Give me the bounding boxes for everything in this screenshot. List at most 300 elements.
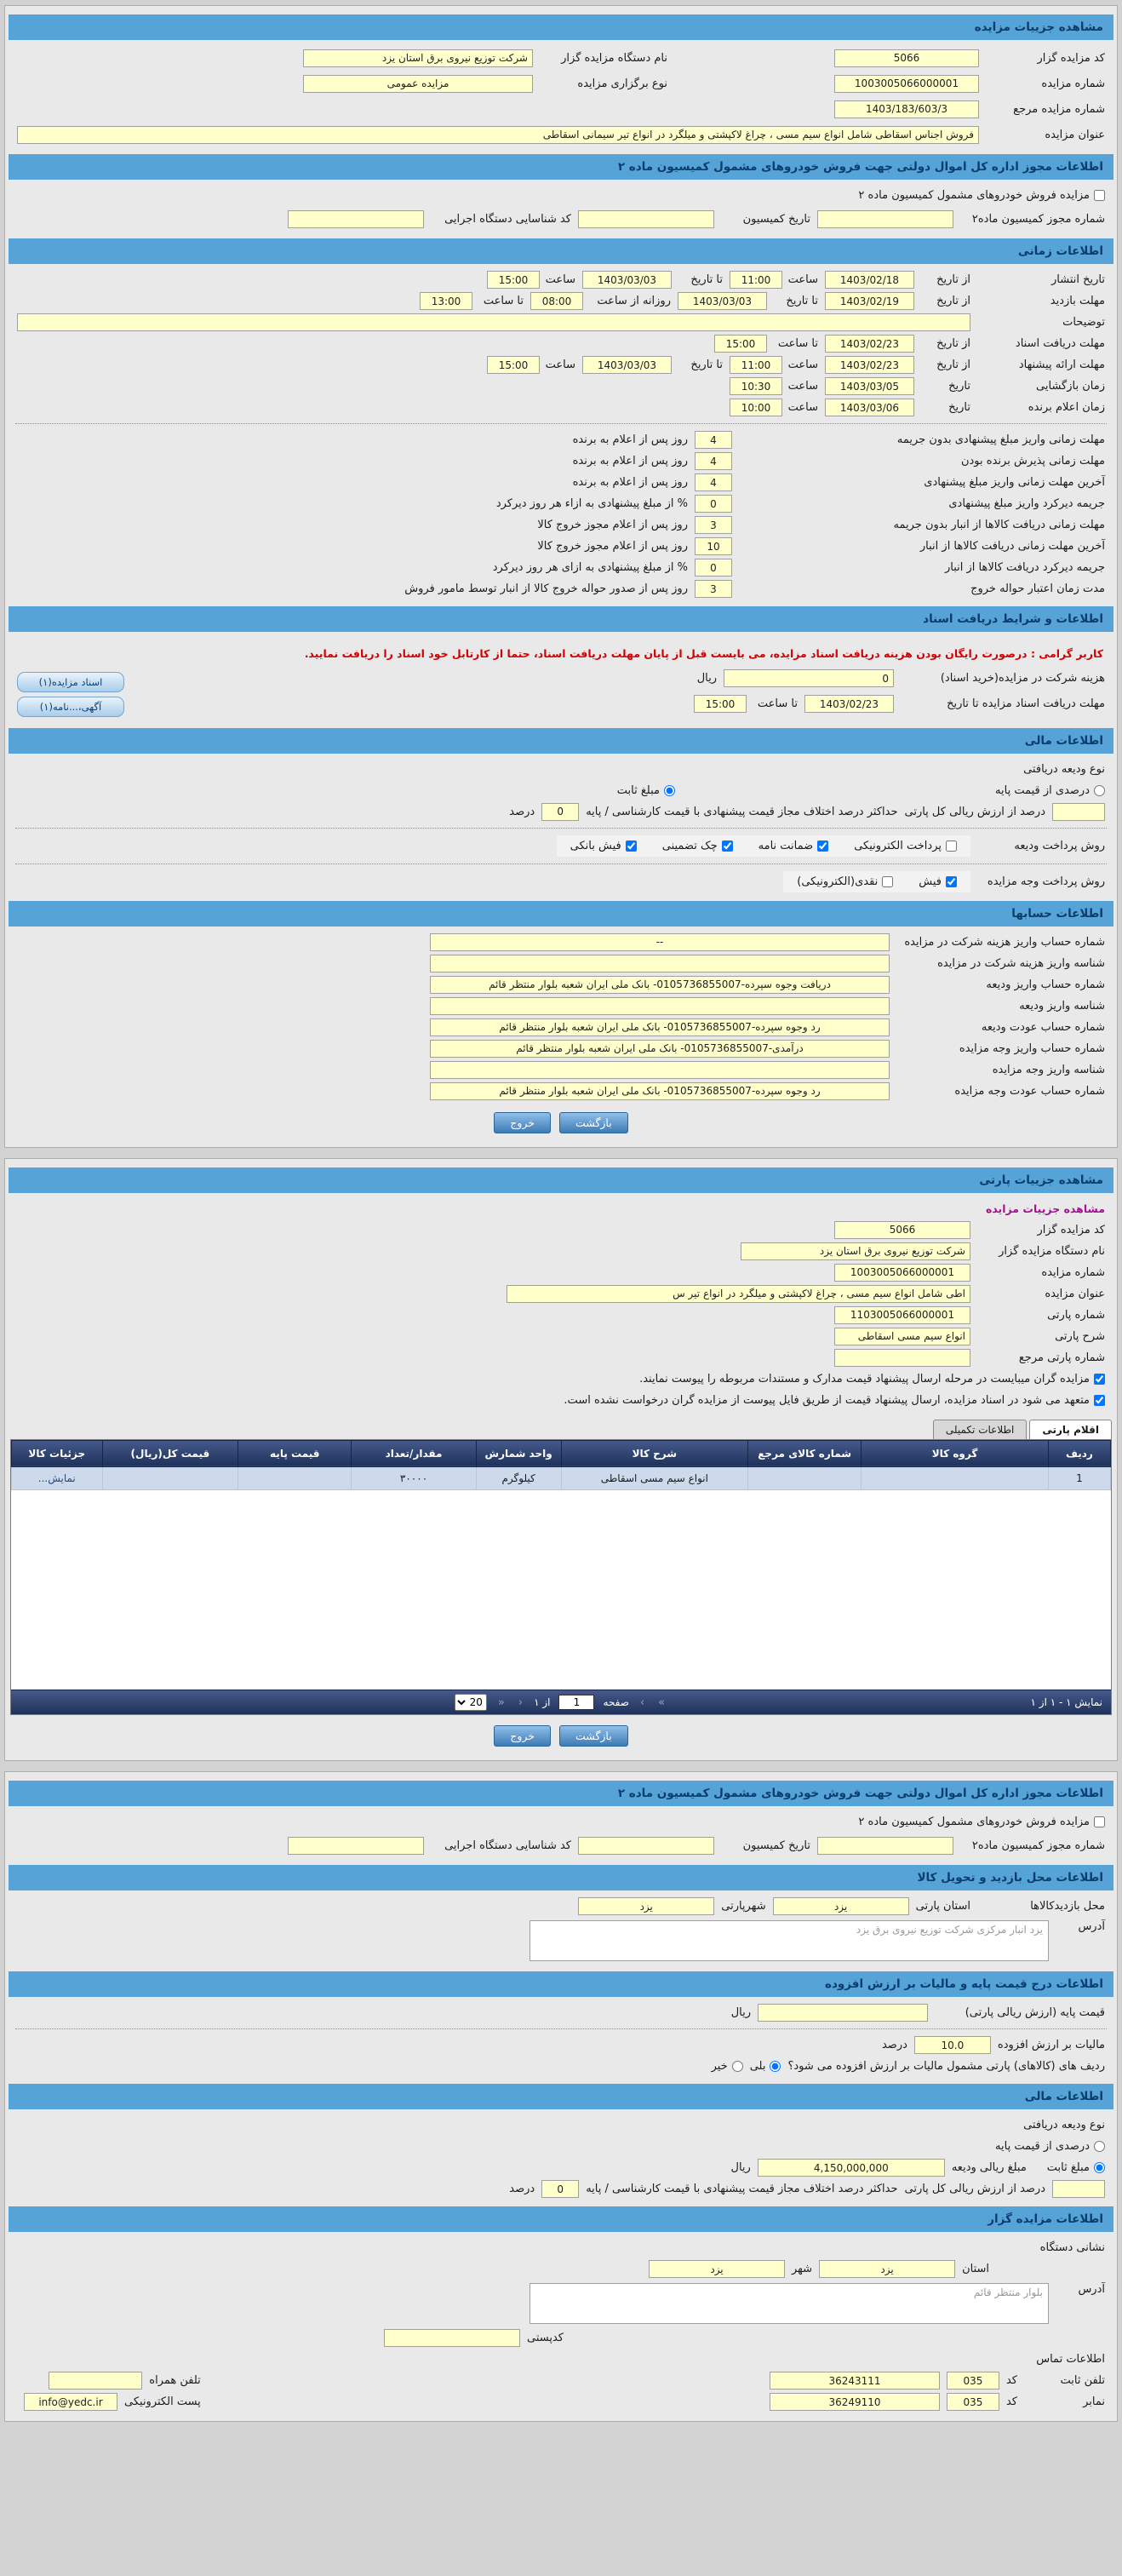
doc-conditions-header: اطلاعات و شرایط دریافت اسناد [9, 606, 1113, 632]
percent-label: درصد [509, 2183, 535, 2196]
deposit-fixed-option-2[interactable] [1047, 2161, 1105, 2174]
vat-yes-radio[interactable] [770, 2061, 781, 2072]
deposit-payment-label: روش پرداخت ودیعه [1014, 839, 1105, 852]
no-file-offer-row [5, 1390, 1117, 1411]
panel1-buttons [5, 1102, 1117, 1139]
table-row[interactable] [12, 1466, 1111, 1489]
penalty-label: جریمه دیرکرد دریافت کالاها از انبار [945, 561, 1105, 574]
notes-row [5, 312, 1117, 333]
cell-base-price [238, 1466, 352, 1489]
hour-label: ساعت [787, 359, 818, 371]
auction-payment-methods-row [5, 869, 1117, 894]
deposit-percent-row [5, 801, 1117, 823]
to-date-label: تا تاریخ [690, 359, 723, 371]
auction-title-input[interactable] [17, 126, 979, 144]
account-input[interactable] [430, 1018, 890, 1036]
col-base-price[interactable]: قیمت پایه [238, 1440, 352, 1466]
address-label: آدرس [1078, 2283, 1105, 2297]
pay-method-bank-slip-checkbox[interactable] [626, 840, 637, 852]
city-input[interactable] [649, 2260, 785, 2278]
date-label: تاریخ [948, 380, 970, 393]
lot-details-panel [4, 1158, 1118, 1762]
offer-to-time-input[interactable] [487, 356, 540, 374]
deposit-type-label: نوع ودیعه دریافتی [1023, 2119, 1105, 2132]
lot-description-label: شرح پارتی [1055, 1329, 1105, 1343]
attachment-required-option[interactable] [639, 1373, 1105, 1386]
lot-auctioneer-code-input[interactable] [834, 1221, 970, 1239]
penalty-row-8 [5, 578, 1117, 600]
account-label: شماره حساب عودت وجه مزایده [954, 1084, 1105, 1098]
pay-method-bank-slip[interactable] [570, 840, 637, 852]
offer-from-date-input[interactable] [825, 356, 914, 374]
penalty-row-1 [5, 429, 1117, 450]
rial-label: ریال [730, 2006, 751, 2020]
lot-description-input[interactable] [834, 1328, 970, 1345]
auctioneer-name-input[interactable] [303, 49, 533, 67]
winner-announce-row [5, 397, 1117, 418]
col-quantity[interactable]: مقدار/تعداد [352, 1440, 476, 1466]
commission-permit-input-2[interactable] [817, 1837, 953, 1855]
doc-receive-time-input[interactable] [714, 335, 767, 353]
penalty-row-7 [5, 557, 1117, 578]
penalty-input[interactable] [695, 452, 732, 470]
max-diff-input-2[interactable] [541, 2180, 579, 2198]
auctioneer-code-label: کد مزایده گزار [1037, 51, 1105, 65]
from-date-label: از تاریخ [936, 273, 970, 286]
lot-province-input[interactable] [773, 1897, 909, 1915]
penalty-suffix: % از مبلغ پیشنهادی به ازاء هر روز دیرکرد [495, 497, 688, 510]
financial-header-2: اطلاعات مالی [9, 2084, 1113, 2109]
province-input[interactable] [819, 2260, 955, 2278]
col-goods-description[interactable]: شرح کالا [561, 1440, 748, 1466]
pager-prev-button[interactable]: › [639, 1695, 645, 1709]
deposit-payment-strip [557, 835, 970, 857]
city-label: شهر [792, 2263, 813, 2276]
pager-page-input[interactable] [558, 1695, 594, 1710]
winner-date-input[interactable] [825, 399, 914, 416]
auction-type-label: نوع برگزاری مزایده [577, 77, 667, 90]
deposit-percent-input[interactable] [1052, 803, 1105, 821]
to-hour-label: تا ساعت [757, 697, 798, 711]
deposit-percent-option-2[interactable] [995, 2140, 1105, 2153]
penalty-input[interactable] [695, 580, 732, 598]
account-input[interactable] [430, 955, 890, 972]
pager-first-button[interactable]: » [658, 1695, 666, 1709]
pager-next-button[interactable]: ‹ [518, 1695, 524, 1709]
deposit-percent-radio[interactable] [1094, 785, 1105, 796]
auction-row-title [5, 122, 1117, 147]
doc-receive-deadline-row [5, 333, 1117, 354]
agency-address-textarea[interactable] [530, 2283, 1049, 2324]
item-details-link[interactable]: نمایش... [37, 1472, 76, 1484]
landline-label: تلفن ثابت [1060, 2374, 1105, 2388]
cell-count-unit: کیلوگرم [476, 1466, 561, 1489]
lot-extra-info-panel [4, 1771, 1118, 2422]
commission-auction-option-2[interactable] [858, 1816, 1105, 1828]
base-price-label: قیمت پایه (ارزش ریالی پارتی) [965, 2006, 1105, 2020]
lot-auction-number-row [5, 1262, 1117, 1283]
deposit-percent-radio-2[interactable] [1094, 2141, 1105, 2152]
publish-from-time-input[interactable] [730, 271, 782, 289]
deposit-percent-option[interactable] [995, 784, 1105, 797]
commission-auction-option[interactable] [858, 189, 1105, 202]
pay-method-electronic-checkbox[interactable] [946, 840, 957, 852]
fax-label: نمابر [1083, 2395, 1105, 2409]
pay-method-label: پرداخت الکترونیکی [854, 839, 942, 852]
back-button[interactable]: بازگشت [559, 1725, 628, 1747]
vat-no-option[interactable] [712, 2060, 743, 2073]
back-button[interactable]: بازگشت [559, 1112, 628, 1133]
account-label: شناسه واریز ودیعه [1019, 999, 1105, 1013]
penalty-input[interactable] [695, 473, 732, 491]
fax-number-input[interactable] [770, 2393, 940, 2411]
publish-to-date-input[interactable] [582, 271, 672, 289]
auctioneer-info-header: اطلاعات مزایده گزار [9, 2206, 1113, 2232]
advertisement-button[interactable]: آگهی،...نامه(۱) [17, 697, 124, 717]
contact-right-column [758, 2370, 1117, 2412]
commission-date-input[interactable] [578, 210, 714, 228]
auctioneer-name-label: نام دستگاه مزایده گزار [999, 1244, 1105, 1258]
no-file-offer-checkbox[interactable] [1094, 1395, 1105, 1406]
penalty-suffix: روز پس از اعلام مجوز خروج کالا [537, 540, 688, 553]
col-ref-goods-number[interactable]: شماره کالای مرجع [748, 1440, 862, 1466]
auction-type-input[interactable] [303, 75, 533, 93]
base-price-input[interactable] [758, 2004, 928, 2022]
commission-auction-checkbox-2[interactable] [1094, 1816, 1105, 1827]
doc-deadline-time-input[interactable] [694, 695, 747, 713]
vat-question-row [5, 2056, 1117, 2077]
view-auction-details-link[interactable]: مشاهده جزییات مزایده [985, 1202, 1105, 1215]
vat-question-label: ردیف های (کالاهای) پارتی مشمول مالیات بر ارزش افزوده می شود؟ [787, 2060, 1105, 2074]
offer-deadline-row [5, 354, 1117, 376]
winner-time-input[interactable] [730, 399, 782, 416]
col-goods-details[interactable]: جزئیات کالا [12, 1440, 103, 1466]
vat-yes-option[interactable] [750, 2060, 781, 2073]
penalty-suffix: % از مبلغ پیشنهادی به ازای هر روز دیرکرد [492, 561, 688, 574]
percent-of-total-label: درصد از ارزش ریالی کل پارتی [904, 2183, 1045, 2196]
opening-date-input[interactable] [825, 377, 914, 395]
pay-method-label: فیش بانکی [570, 839, 621, 852]
doc-warning-text: کاربر گرامی : درصورت رایگان بودن هزینه دریافت اسناد مزایده، می بایست قبل از پایان مهلت دریافت اسناد، حتما از کارتابل خود اسناد را دریافت نمایید. [304, 647, 1103, 660]
cell-total-price [102, 1466, 238, 1489]
visit-to-date-input[interactable] [678, 292, 767, 310]
divider [15, 2028, 1107, 2029]
hour-label: ساعت [545, 359, 575, 371]
province-label: استان [962, 2263, 989, 2276]
penalty-input[interactable] [695, 559, 732, 577]
penalty-suffix: روز پس از صدور حواله خروج کالا از انبار توسط مامور فروش [404, 582, 688, 595]
auction-pay-slip[interactable] [919, 875, 957, 888]
vat-rate-label: مالیات بر ارزش افزوده [997, 2039, 1105, 2052]
auction-row-number-type [5, 71, 1117, 96]
visit-address-row [5, 1917, 1117, 1965]
col-total-price[interactable]: قیمت کل(ریال) [102, 1440, 238, 1466]
deposit-fixed-label: مبلغ ثابت [1046, 2161, 1090, 2175]
pager-controls [190, 1694, 932, 1711]
deposit-type-options-row [5, 780, 1117, 801]
lot-details-header: مشاهده جزییات پارتی [9, 1168, 1113, 1193]
auction-number-label: شماره مزایده [1041, 1265, 1105, 1279]
deposit-percent-option-row-2 [5, 2136, 1117, 2157]
deposit-type-title-row [5, 759, 1117, 780]
penalty-input[interactable] [695, 431, 732, 449]
lot-auctioneer-name-input[interactable] [741, 1242, 970, 1260]
doc-deadline-date-input[interactable] [804, 695, 894, 713]
email-label: پست الکترونیکی [124, 2395, 201, 2409]
doc-fee-input[interactable] [724, 669, 894, 687]
attachment-required-row [5, 1368, 1117, 1390]
fax-code-input[interactable] [947, 2393, 999, 2411]
auction-ref-input[interactable] [834, 100, 979, 118]
offer-deadline-label: مهلت ارائه پیشنهاد [1018, 359, 1105, 371]
auction-pay-label: نقدی(الکترونیکی) [797, 875, 879, 888]
lot-auction-title-row [5, 1283, 1117, 1305]
rial-label: ریال [730, 2161, 751, 2175]
visit-address-textarea[interactable] [530, 1920, 1049, 1961]
penalty-label: مهلت زمانی واریز مبلغ پیشنهادی بدون جریمه [896, 433, 1105, 446]
doc-fee-row [124, 666, 1117, 691]
penalty-input[interactable] [695, 495, 732, 513]
col-goods-group[interactable]: گروه کالا [862, 1440, 1049, 1466]
doc-conditions-body [5, 666, 1117, 721]
agency-id-label: کد شناسایی دستگاه اجرایی [444, 1839, 571, 1852]
postal-code-input[interactable] [384, 2329, 520, 2347]
attachment-required-label: مزایده گران میبایست در مرحله ارسال پیشنهاد قیمت مدارک و مستندات مربوطه را پیوست نمایند. [639, 1372, 1090, 1386]
lot-items-grid [10, 1439, 1112, 1716]
account-input[interactable] [430, 1040, 890, 1058]
pay-method-label: چک تضمینی [661, 839, 718, 852]
from-date-label: از تاریخ [936, 359, 970, 371]
landline-code-input[interactable] [947, 2372, 999, 2390]
commission-date-label: تاریخ کمیسیون [742, 212, 810, 226]
pager-page-size-select[interactable] [455, 1694, 487, 1711]
vat-no-radio[interactable] [732, 2061, 743, 2072]
lot-ref-number-input[interactable] [834, 1349, 970, 1367]
to-date-label: تا تاریخ [690, 273, 723, 286]
auction-pay-label: فیش [919, 875, 942, 888]
account-input[interactable] [430, 933, 890, 951]
cell-row-number: 1 [1048, 1466, 1110, 1489]
contact-area [5, 2370, 1117, 2412]
commission-header: اطلاعات مجوز اداره کل اموال دولتی جهت فروش خودروهای مشمول کمیسیون ماده ۲ [9, 154, 1113, 180]
pay-method-certified-check-checkbox[interactable] [722, 840, 733, 852]
deposit-fixed-amount-row [5, 2157, 1117, 2178]
account-input[interactable] [430, 1082, 890, 1100]
auction-number-label: شماره مزایده [1041, 77, 1105, 90]
base-price-row [5, 2002, 1117, 2023]
max-diff-label: حداکثر درصد اختلاف مجاز قیمت پیشنهادی با قیمت کارشناسی / پایه [586, 805, 898, 818]
lot-city-input[interactable] [578, 1897, 714, 1915]
account-row-2 [5, 953, 1117, 974]
fax-row [758, 2391, 1117, 2412]
pay-method-guarantee-checkbox[interactable] [817, 840, 828, 852]
notes-label: توضیحات [1062, 316, 1105, 329]
auction-payment-label: روش پرداخت وجه مزایده [987, 875, 1105, 888]
auctioneer-name-label: نام دستگاه مزایده گزار [561, 51, 667, 65]
commission-checkbox-row [5, 185, 1117, 206]
commission-auction-label: مزایده فروش خودروهای مشمول کمیسیون ماده ۲ [858, 189, 1090, 202]
financial-header: اطلاعات مالی [9, 728, 1113, 754]
opening-time-input[interactable] [730, 377, 782, 395]
commission-auction-label: مزایده فروش خودروهای مشمول کمیسیون ماده ۲ [858, 1816, 1090, 1829]
vat-rate-input[interactable] [914, 2036, 991, 2054]
commission-permit-label: شماره مجوز کمیسیون ماده۲ [971, 212, 1105, 226]
col-row-number[interactable]: ردیف [1048, 1440, 1110, 1466]
email-input[interactable] [24, 2393, 117, 2411]
offer-to-date-input[interactable] [582, 356, 672, 374]
base-price-header: اطلاعات درج قیمت پایه و مالیات بر ارزش افزوده [9, 1971, 1113, 1997]
pay-method-guarantee[interactable] [758, 840, 829, 852]
auction-pay-slip-checkbox[interactable] [946, 876, 957, 887]
lot-auction-number-input[interactable] [834, 1264, 970, 1282]
max-diff-input[interactable] [541, 803, 579, 821]
percent-label: درصد [881, 2039, 907, 2052]
to-date-label: تا تاریخ [786, 295, 818, 307]
commission-header-2: اطلاعات مجوز اداره کل اموال دولتی جهت فروش خودروهای مشمول کمیسیون ماده ۲ [9, 1781, 1113, 1806]
visit-deadline-row [5, 290, 1117, 312]
grid-tabs [10, 1420, 1112, 1439]
winner-announce-label: زمان اعلام برنده [1028, 401, 1105, 414]
visit-location-header: اطلاعات محل بازدید و تحویل کالا [9, 1865, 1113, 1890]
deposit-amount-label: مبلغ ریالی ودیعه [951, 2161, 1027, 2175]
col-count-unit[interactable]: واحد شمارش [476, 1440, 561, 1466]
commission-date-label: تاریخ کمیسیون [742, 1839, 810, 1852]
mobile-input[interactable] [49, 2372, 142, 2390]
penalty-label: آخرین مهلت زمانی واریز مبلغ پیشنهادی [924, 476, 1105, 489]
accounts-header: اطلاعات حسابها [9, 901, 1113, 927]
penalty-row-2 [5, 450, 1117, 472]
exit-button[interactable]: خروج [494, 1112, 551, 1133]
agency-address-row [5, 2280, 1117, 2327]
penalty-label: مهلت زمانی دریافت کالاها از انبار بدون جریمه [893, 519, 1105, 531]
visit-to-time-input[interactable] [420, 292, 472, 310]
deposit-percent-input-2[interactable] [1052, 2180, 1105, 2198]
penalty-suffix: روز پس از اعلام به برنده [572, 455, 688, 468]
contact-info-title: اطلاعات تماس [1036, 2353, 1105, 2367]
doc-receive-deadline-label: مهلت دریافت اسناد [1015, 337, 1105, 350]
account-row-7 [5, 1059, 1117, 1081]
agency-id-input[interactable] [288, 210, 424, 228]
pager-of-label: از ۱ [534, 1696, 551, 1709]
lot-auctioneer-name-row [5, 1241, 1117, 1262]
to-hour-label: تا ساعت [483, 295, 524, 307]
landline-row [758, 2370, 1117, 2391]
doc-fee-label: هزینه شرکت در مزایده(خرید اسناد) [940, 672, 1105, 686]
doc-deadline-label: مهلت دریافت اسناد مزایده تا تاریخ [947, 697, 1105, 711]
auctioneer-code-label: کد مزایده گزار [1037, 1223, 1105, 1236]
hour-label: ساعت [787, 273, 818, 286]
penalty-input[interactable] [695, 537, 732, 555]
attachment-required-checkbox[interactable] [1094, 1374, 1105, 1385]
commission-date-input-2[interactable] [578, 1837, 714, 1855]
lot-auction-title-input[interactable] [507, 1285, 970, 1303]
publish-to-time-input[interactable] [487, 271, 540, 289]
penalty-suffix: روز پس از اعلام به برنده [572, 433, 688, 446]
contact-info-title-row [5, 2349, 1117, 2370]
auctioneer-code-input[interactable] [834, 49, 979, 67]
divider [15, 863, 1107, 864]
publish-date-label: تاریخ انتشار [1051, 273, 1105, 286]
auction-title-label: عنوان مزایده [1045, 128, 1105, 141]
account-input[interactable] [430, 1061, 890, 1079]
postal-code-row [5, 2327, 1117, 2349]
account-label: شماره حساب واریز وجه مزایده [959, 1041, 1105, 1055]
pay-method-certified-check[interactable] [662, 840, 733, 852]
cell-quantity: ۳۰۰۰۰ [352, 1466, 476, 1489]
penalty-input[interactable] [695, 516, 732, 534]
lot-number-label: شماره پارتی [1047, 1308, 1105, 1322]
pay-method-label: ضمانت نامه [758, 839, 814, 852]
landline-number-input[interactable] [770, 2372, 940, 2390]
account-label: شماره حساب عودت ودیعه [981, 1020, 1105, 1034]
lot-auctioneer-code-row [5, 1219, 1117, 1241]
pager-page-label: صفحه [603, 1696, 629, 1709]
penalty-row-3 [5, 472, 1117, 493]
tab-lot-items[interactable]: اقلام پارتی [1029, 1420, 1112, 1439]
lot-number-input[interactable] [834, 1306, 970, 1324]
auction-details-header: مشاهده جزییات مزایده [9, 14, 1113, 40]
notes-input[interactable] [17, 313, 970, 331]
account-input[interactable] [430, 997, 890, 1015]
hour-label: ساعت [545, 273, 575, 286]
deposit-percent-label: درصدی از قیمت پایه [995, 783, 1090, 797]
exit-button[interactable]: خروج [494, 1725, 551, 1747]
cell-goods-group [862, 1466, 1049, 1489]
agency-id-input-2[interactable] [288, 1837, 424, 1855]
auction-row-code-name [5, 45, 1117, 71]
lot-description-row [5, 1326, 1117, 1347]
lot-ref-number-row [5, 1347, 1117, 1368]
document-buttons [5, 666, 124, 721]
agency-id-label: کد شناسایی دستگاه اجرایی [444, 212, 571, 226]
account-row-6 [5, 1038, 1117, 1059]
doc-receive-date-input[interactable] [825, 335, 914, 353]
auction-pay-cash[interactable] [797, 875, 893, 888]
deposit-amount-input[interactable] [758, 2159, 945, 2177]
agency-address-title: نشانی دستگاه [1039, 2241, 1105, 2255]
no-file-offer-option[interactable] [564, 1394, 1105, 1407]
pay-method-electronic[interactable] [854, 840, 957, 852]
deposit-fixed-radio[interactable] [664, 785, 675, 796]
visit-from-time-input[interactable] [530, 292, 583, 310]
agency-province-city-row [5, 2258, 1117, 2280]
cell-goods-description: انواع سیم مسی اسقاطی [561, 1466, 748, 1489]
account-input[interactable] [430, 976, 890, 994]
publish-from-date-input[interactable] [825, 271, 914, 289]
offer-from-time-input[interactable] [730, 356, 782, 374]
rial-label: ریال [696, 672, 717, 686]
auction-number-input[interactable] [834, 75, 979, 93]
daily-from-hour-label: روزانه از ساعت [597, 295, 671, 307]
timing-header: اطلاعات زمانی [9, 238, 1113, 264]
lot-number-row [5, 1305, 1117, 1326]
auction-payment-strip [783, 871, 970, 892]
deposit-fixed-option[interactable] [617, 784, 675, 797]
doc-conditions-fields [124, 666, 1117, 717]
date-label: تاریخ [948, 401, 970, 414]
penalty-row-5 [5, 514, 1117, 536]
penalty-suffix: روز پس از اعلام به برنده [572, 476, 688, 489]
auction-details-panel [4, 5, 1118, 1148]
tab-additional-info[interactable]: اطلاعات تکمیلی [933, 1420, 1027, 1439]
auction-pay-cash-checkbox[interactable] [882, 876, 893, 887]
visit-from-date-input[interactable] [825, 292, 914, 310]
commission-auction-checkbox[interactable] [1094, 190, 1105, 201]
auction-documents-button[interactable]: اسناد مزایده(۱) [17, 672, 124, 692]
commission-permit-input[interactable] [817, 210, 953, 228]
pager-last-button[interactable]: « [497, 1695, 505, 1709]
deposit-fixed-radio-2[interactable] [1094, 2162, 1105, 2173]
